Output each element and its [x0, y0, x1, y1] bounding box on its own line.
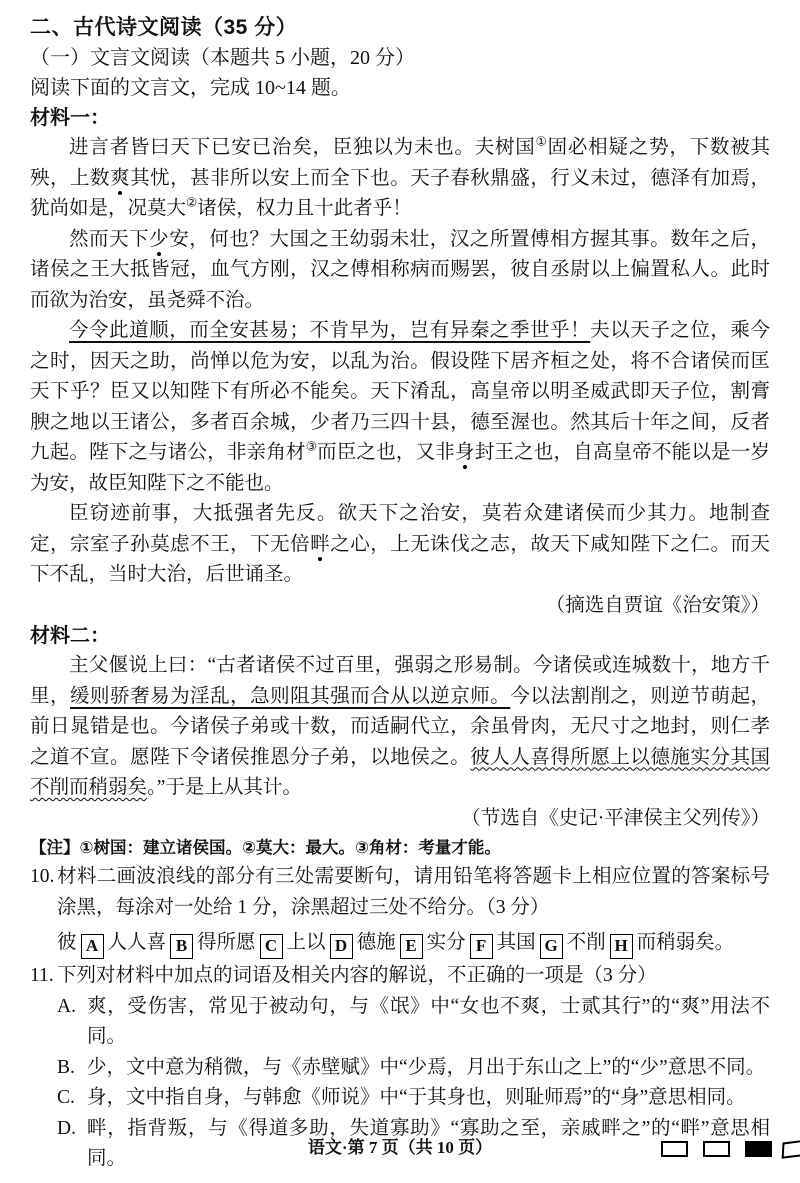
section-title: 二、古代诗文阅读（35 分） [30, 16, 298, 39]
wavy-underlined-sentence: 彼人人喜得所愿上以德施实分其国不削而稍弱矣 [30, 746, 770, 798]
underlined-sentence-2: 缓则骄奢易为淫乱，急则阻其强而合从以逆京师。 [70, 685, 511, 707]
option-A-label: A. [57, 995, 76, 1017]
option-A [30, 992, 770, 1053]
answer-box-A: A [81, 934, 104, 959]
subsection-title: （一）文言文阅读（本题共 5 小题，20 分） [30, 47, 415, 69]
footnote-ref-3: ③ [305, 439, 318, 454]
material-1-body [30, 133, 770, 591]
registration-mark-4-skewed [782, 1139, 800, 1159]
question-10-number: 10. [30, 866, 55, 887]
option-D-text: 畔，指背叛，与《得道多助，失道寡助》“寡助之至，亲戚畔之”的“畔”意思相同。 [87, 1117, 770, 1169]
text-segment: 安，何也？大国之王幼弱未壮，汉之所置傅相方握其事。数年之后，诸侯之王大抵皆冠，血气方刚，汉之傅相称病而赐罢，彼自丞尉以上偏置私人。此时而欲为治安，虽尧舜不治。 [30, 228, 770, 311]
option-D-label: D. [57, 1117, 76, 1139]
footnotes-line: 【注】①树国：建立诸侯国。②莫大：最大。③角材：考量才能。 [30, 839, 501, 857]
material-2-body [30, 651, 770, 804]
material-1 [30, 103, 770, 621]
paragraph [30, 133, 770, 225]
option-B [30, 1053, 770, 1084]
text-segment: 封王之也，自高皇帝不能以是一岁为安，故臣知陛下之不能也。 [30, 442, 770, 494]
answer-box-H: H [610, 934, 633, 959]
text-segment: 人人喜 [107, 932, 167, 953]
question-10 [30, 862, 770, 961]
material-2-attribution: （节选自《史记·平津侯主父列传》） [461, 807, 770, 829]
text-segment: 其国 [496, 932, 536, 953]
text-segment: 然而天下 [69, 228, 150, 250]
reading-instruction: 阅读下面的文言文，完成 10~14 题。 [30, 77, 351, 99]
option-B-text: 少，文中意为稍微，与《赤壁赋》中“少焉，月出于东山之上”的“少”意思不同。 [87, 1056, 766, 1078]
question-11-number: 11. [30, 965, 54, 986]
text-segment: 主父偃说上曰：“古者诸侯不过百里，强弱之形易制。今诸侯或连城数十，地方千里， [30, 655, 770, 707]
text-segment: 其忧，甚非所以安上而全下也。天子春秋鼎盛，行义未过，德泽有加焉，犹尚如是，况莫大 [30, 167, 770, 219]
text-segment: 。”于是上从其计。 [147, 777, 302, 798]
footnote-ref-2: ② [186, 195, 198, 210]
underlined-sentence-1: 今令此道顺，而全安甚易；不肯早为，岂有异秦之季世乎！ [69, 320, 591, 341]
option-A-text: 爽，受伤害，常见于被动句，与《氓》中“女也不爽，士贰其行”的“爽”用法不同。 [87, 995, 770, 1047]
text-segment: 进言者皆曰天下已安已治矣，臣独以为未也。夫树国 [69, 137, 536, 158]
emphasized-char-shuang: 爽 [110, 167, 131, 189]
answer-box-G: G [540, 934, 563, 959]
material-2 [30, 621, 770, 834]
option-C [30, 1083, 770, 1114]
paragraph [30, 499, 770, 591]
answer-box-D: D [330, 934, 353, 959]
registration-mark-3-filled [745, 1141, 772, 1157]
answer-box-F: F [470, 934, 493, 959]
paragraph [30, 316, 770, 499]
text-segment: 臣窃迹前事，大抵强者先反。欲天下之治安，莫若众建诸侯而少其力。地制查定，宗室子孙莫虑不王，下无倍 [30, 503, 770, 555]
text-segment: 夫以天子之位，乘今之时，因天之助，尚惮以危为安，以乱为治。假设陛下居齐桓之处，将不合诸侯而匡天下乎？臣又以知陛下有所必不能矣。天下淆乱，高皇帝以明圣威武即天子位，割膏腴之地以王诸公，多者百余城，少者乃三四十县，德至渥也。然其后十年之间，反者九起。陛下之与诸公，非亲角材 [30, 320, 770, 463]
answer-box-B: B [170, 934, 193, 959]
material-1-attribution: （摘选自贾谊《治安策》） [545, 594, 770, 616]
emphasized-char-shao: 少 [149, 228, 170, 250]
emphasized-char-shen: 身 [455, 442, 475, 463]
text-segment: 不削 [566, 932, 606, 953]
text-segment: 上以 [286, 932, 326, 953]
answer-box-C: C [260, 934, 283, 959]
text-segment: 固必相疑之势，下数被其殃，上数 [30, 137, 770, 189]
paragraph [30, 225, 770, 317]
registration-mark-2 [703, 1141, 730, 1157]
text-segment: 彼 [57, 932, 77, 953]
text-segment: 实分 [426, 932, 466, 953]
text-segment: 诸侯，权力且十此者乎！ [197, 198, 412, 219]
text-segment: 得所愿 [197, 932, 256, 953]
page-footer: 语文·第 7 页（共 10 页） [307, 1138, 493, 1157]
answer-box-E: E [400, 934, 423, 959]
footnote-ref-1: ① [535, 134, 548, 149]
paragraph [30, 651, 770, 804]
text-segment: 德施 [356, 932, 396, 953]
registration-mark-1 [661, 1141, 688, 1157]
text-segment: 今以法割削之，则逆节萌起，前日晁错是也。今诸侯子弟或十数，而适嗣代立，余虽骨肉，无尺寸之地封，则仁孝之道不宣。愿陛下令诸侯推恩分子弟，以地侯之。 [30, 685, 770, 768]
emphasized-char-pan: 畔 [310, 533, 331, 555]
sentence-segmentation-line [30, 924, 770, 961]
option-C-text: 身，文中指自身，与韩愈《师说》中“于其身也，则耻师焉”的“身”意思相同。 [87, 1087, 746, 1108]
material-1-label: 材料一： [30, 107, 110, 129]
text-segment: 而臣之也，又非 [317, 442, 456, 463]
text-segment: 之心，上无诛伐之志，故天下咸知陛下之仁。而天下不乱，当时大治，后世诵圣。 [30, 533, 770, 585]
question-10-stem: 材料二画波浪线的部分有三处需要断句，请用铅笔将答题卡上相应位置的答案标号涂黑，每涂对一处给 1 分，涂黑超过三处不给分。（3 分） [57, 866, 770, 918]
text-segment: 而稍弱矣。 [636, 932, 735, 953]
question-11-stem: 下列对材料中加点的词语及相关内容的解说，不正确的一项是（3 分） [57, 965, 657, 986]
material-2-label: 材料二： [30, 625, 110, 647]
option-C-label: C. [57, 1087, 75, 1108]
option-B-label: B. [57, 1056, 75, 1078]
